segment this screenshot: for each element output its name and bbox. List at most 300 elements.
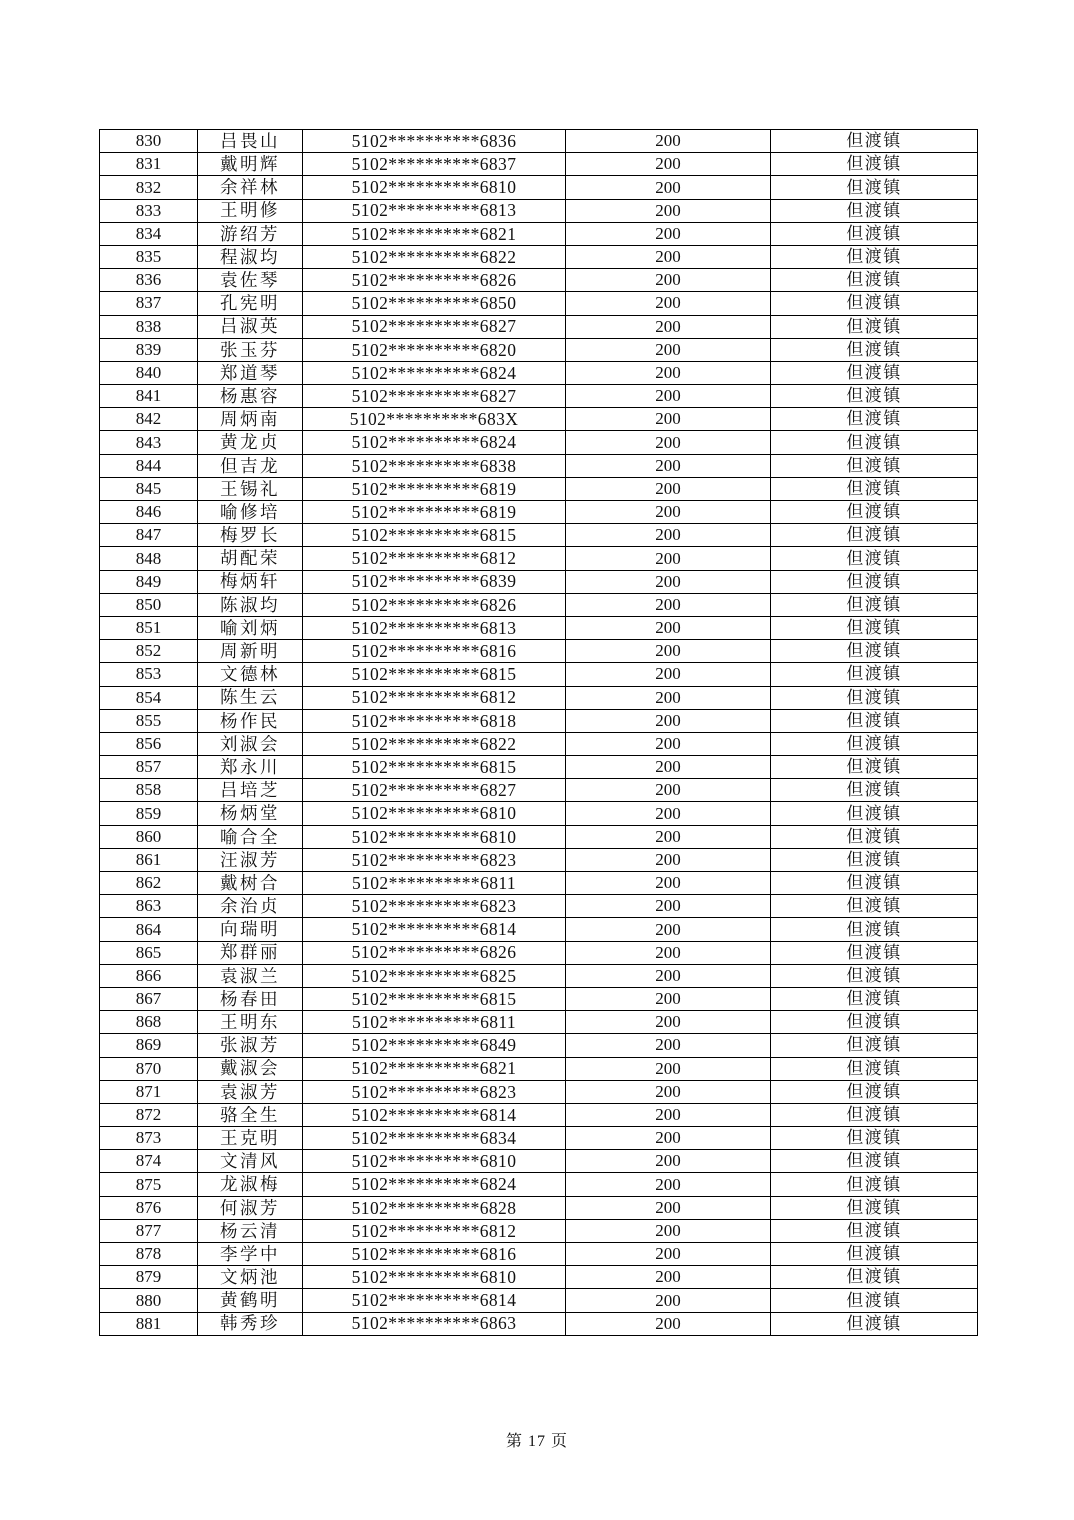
cell-id: 5102**********6812: [303, 547, 566, 570]
cell-town: 但渡镇: [771, 616, 978, 639]
cell-id: 5102**********6838: [303, 454, 566, 477]
table-row: [100, 1219, 978, 1242]
cell-serial: 859: [100, 802, 198, 825]
cell-serial: 844: [100, 454, 198, 477]
table-row: [100, 918, 978, 941]
cell-id: 5102**********6826: [303, 593, 566, 616]
table-row: [100, 1289, 978, 1312]
table-row: [100, 431, 978, 454]
cell-town: 但渡镇: [771, 1057, 978, 1080]
cell-serial: 831: [100, 153, 198, 176]
cell-name: 袁佐琴: [198, 269, 303, 292]
cell-name: 但吉龙: [198, 454, 303, 477]
cell-amount: 200: [566, 732, 771, 755]
cell-name: 杨春田: [198, 987, 303, 1010]
cell-amount: 200: [566, 848, 771, 871]
cell-id: 5102**********6823: [303, 848, 566, 871]
cell-serial: 838: [100, 315, 198, 338]
cell-amount: 200: [566, 1266, 771, 1289]
cell-serial: 849: [100, 570, 198, 593]
cell-serial: 863: [100, 895, 198, 918]
cell-amount: 200: [566, 964, 771, 987]
cell-amount: 200: [566, 1011, 771, 1034]
table-row: [100, 1196, 978, 1219]
cell-serial: 873: [100, 1127, 198, 1150]
cell-amount: 200: [566, 987, 771, 1010]
table-row: [100, 292, 978, 315]
cell-serial: 860: [100, 825, 198, 848]
table-row: [100, 130, 978, 153]
cell-amount: 200: [566, 130, 771, 153]
cell-id: 5102**********6811: [303, 872, 566, 895]
cell-amount: 200: [566, 1057, 771, 1080]
cell-town: 但渡镇: [771, 1243, 978, 1266]
cell-town: 但渡镇: [771, 1034, 978, 1057]
cell-amount: 200: [566, 431, 771, 454]
cell-town: 但渡镇: [771, 918, 978, 941]
table-row: [100, 987, 978, 1010]
table-row: [100, 501, 978, 524]
table-row: [100, 454, 978, 477]
cell-id: 5102**********683X: [303, 408, 566, 431]
cell-name: 龙淑梅: [198, 1173, 303, 1196]
cell-name: 杨作民: [198, 709, 303, 732]
cell-serial: 878: [100, 1243, 198, 1266]
cell-serial: 880: [100, 1289, 198, 1312]
cell-id: 5102**********6824: [303, 1173, 566, 1196]
table-row: [100, 640, 978, 663]
cell-amount: 200: [566, 222, 771, 245]
cell-name: 文炳池: [198, 1266, 303, 1289]
cell-serial: 839: [100, 338, 198, 361]
cell-id: 5102**********6814: [303, 1103, 566, 1126]
cell-town: 但渡镇: [771, 176, 978, 199]
cell-town: 但渡镇: [771, 385, 978, 408]
cell-name: 孔宪明: [198, 292, 303, 315]
cell-amount: 200: [566, 640, 771, 663]
cell-id: 5102**********6849: [303, 1034, 566, 1057]
cell-town: 但渡镇: [771, 663, 978, 686]
cell-serial: 845: [100, 477, 198, 500]
cell-serial: 841: [100, 385, 198, 408]
table-row: [100, 269, 978, 292]
cell-town: 但渡镇: [771, 1266, 978, 1289]
cell-serial: 870: [100, 1057, 198, 1080]
cell-amount: 200: [566, 1196, 771, 1219]
cell-name: 梅罗长: [198, 524, 303, 547]
cell-town: 但渡镇: [771, 1011, 978, 1034]
cell-serial: 855: [100, 709, 198, 732]
table-row: [100, 385, 978, 408]
cell-id: 5102**********6810: [303, 825, 566, 848]
cell-amount: 200: [566, 547, 771, 570]
table-row: [100, 1034, 978, 1057]
cell-id: 5102**********6815: [303, 987, 566, 1010]
cell-serial: 872: [100, 1103, 198, 1126]
table-row: [100, 245, 978, 268]
cell-town: 但渡镇: [771, 431, 978, 454]
cell-id: 5102**********6818: [303, 709, 566, 732]
cell-town: 但渡镇: [771, 1196, 978, 1219]
table-row: [100, 1266, 978, 1289]
cell-name: 胡配荣: [198, 547, 303, 570]
cell-name: 戴淑会: [198, 1057, 303, 1080]
cell-name: 黄鹤明: [198, 1289, 303, 1312]
cell-amount: 200: [566, 315, 771, 338]
cell-town: 但渡镇: [771, 199, 978, 222]
cell-town: 但渡镇: [771, 408, 978, 431]
cell-amount: 200: [566, 895, 771, 918]
cell-name: 黄龙贞: [198, 431, 303, 454]
cell-amount: 200: [566, 292, 771, 315]
cell-id: 5102**********6827: [303, 315, 566, 338]
cell-town: 但渡镇: [771, 130, 978, 153]
cell-id: 5102**********6813: [303, 199, 566, 222]
table-row: [100, 732, 978, 755]
cell-id: 5102**********6814: [303, 918, 566, 941]
cell-serial: 879: [100, 1266, 198, 1289]
cell-amount: 200: [566, 269, 771, 292]
cell-id: 5102**********6816: [303, 1243, 566, 1266]
cell-town: 但渡镇: [771, 732, 978, 755]
cell-id: 5102**********6827: [303, 779, 566, 802]
cell-id: 5102**********6813: [303, 616, 566, 639]
cell-serial: 852: [100, 640, 198, 663]
cell-town: 但渡镇: [771, 477, 978, 500]
cell-name: 杨云清: [198, 1219, 303, 1242]
cell-amount: 200: [566, 1080, 771, 1103]
cell-name: 袁淑兰: [198, 964, 303, 987]
table-row: [100, 709, 978, 732]
cell-town: 但渡镇: [771, 825, 978, 848]
cell-id: 5102**********6810: [303, 802, 566, 825]
table-row: [100, 1312, 978, 1335]
cell-name: 郑道琴: [198, 361, 303, 384]
cell-name: 王明修: [198, 199, 303, 222]
records-table: [99, 129, 978, 1336]
cell-name: 戴树合: [198, 872, 303, 895]
cell-amount: 200: [566, 245, 771, 268]
cell-serial: 864: [100, 918, 198, 941]
cell-name: 梅炳轩: [198, 570, 303, 593]
cell-amount: 200: [566, 663, 771, 686]
cell-town: 但渡镇: [771, 1150, 978, 1173]
cell-id: 5102**********6821: [303, 1057, 566, 1080]
cell-name: 张淑芳: [198, 1034, 303, 1057]
cell-amount: 200: [566, 385, 771, 408]
cell-town: 但渡镇: [771, 941, 978, 964]
cell-id: 5102**********6814: [303, 1289, 566, 1312]
cell-town: 但渡镇: [771, 802, 978, 825]
cell-name: 文德林: [198, 663, 303, 686]
cell-id: 5102**********6823: [303, 895, 566, 918]
cell-serial: 877: [100, 1219, 198, 1242]
cell-amount: 200: [566, 361, 771, 384]
cell-name: 李学中: [198, 1243, 303, 1266]
table-row: [100, 825, 978, 848]
cell-amount: 200: [566, 1243, 771, 1266]
table-row: [100, 756, 978, 779]
cell-serial: 847: [100, 524, 198, 547]
table-row: [100, 1173, 978, 1196]
cell-name: 余祥林: [198, 176, 303, 199]
cell-name: 吕淑英: [198, 315, 303, 338]
cell-id: 5102**********6837: [303, 153, 566, 176]
cell-serial: 840: [100, 361, 198, 384]
cell-serial: 854: [100, 686, 198, 709]
cell-town: 但渡镇: [771, 756, 978, 779]
cell-name: 杨惠容: [198, 385, 303, 408]
cell-serial: 881: [100, 1312, 198, 1335]
cell-name: 吕畏山: [198, 130, 303, 153]
cell-id: 5102**********6826: [303, 269, 566, 292]
table-row: [100, 199, 978, 222]
cell-town: 但渡镇: [771, 640, 978, 663]
table-row: [100, 408, 978, 431]
cell-name: 周新明: [198, 640, 303, 663]
cell-town: 但渡镇: [771, 1127, 978, 1150]
cell-town: 但渡镇: [771, 987, 978, 1010]
cell-serial: 875: [100, 1173, 198, 1196]
cell-town: 但渡镇: [771, 593, 978, 616]
cell-id: 5102**********6820: [303, 338, 566, 361]
cell-town: 但渡镇: [771, 1103, 978, 1126]
cell-town: 但渡镇: [771, 153, 978, 176]
cell-serial: 834: [100, 222, 198, 245]
cell-id: 5102**********6816: [303, 640, 566, 663]
cell-id: 5102**********6819: [303, 501, 566, 524]
cell-amount: 200: [566, 477, 771, 500]
cell-id: 5102**********6828: [303, 1196, 566, 1219]
table-row: [100, 872, 978, 895]
table-row: [100, 315, 978, 338]
cell-name: 韩秀珍: [198, 1312, 303, 1335]
cell-id: 5102**********6826: [303, 941, 566, 964]
cell-name: 汪淑芳: [198, 848, 303, 871]
table-row: [100, 1150, 978, 1173]
cell-serial: 853: [100, 663, 198, 686]
cell-serial: 866: [100, 964, 198, 987]
cell-amount: 200: [566, 709, 771, 732]
cell-town: 但渡镇: [771, 848, 978, 871]
cell-name: 袁淑芳: [198, 1080, 303, 1103]
cell-serial: 858: [100, 779, 198, 802]
cell-town: 但渡镇: [771, 315, 978, 338]
cell-id: 5102**********6812: [303, 686, 566, 709]
cell-town: 但渡镇: [771, 245, 978, 268]
cell-name: 吕培芝: [198, 779, 303, 802]
cell-id: 5102**********6823: [303, 1080, 566, 1103]
cell-serial: 833: [100, 199, 198, 222]
cell-serial: 843: [100, 431, 198, 454]
cell-town: 但渡镇: [771, 1080, 978, 1103]
cell-town: 但渡镇: [771, 338, 978, 361]
table-row: [100, 176, 978, 199]
cell-serial: 861: [100, 848, 198, 871]
cell-amount: 200: [566, 779, 771, 802]
cell-town: 但渡镇: [771, 269, 978, 292]
cell-id: 5102**********6821: [303, 222, 566, 245]
cell-id: 5102**********6822: [303, 732, 566, 755]
cell-name: 陈淑均: [198, 593, 303, 616]
cell-town: 但渡镇: [771, 361, 978, 384]
cell-name: 郑永川: [198, 756, 303, 779]
table-row: [100, 779, 978, 802]
table-row: [100, 1243, 978, 1266]
cell-id: 5102**********6815: [303, 756, 566, 779]
cell-serial: 871: [100, 1080, 198, 1103]
cell-amount: 200: [566, 756, 771, 779]
cell-amount: 200: [566, 872, 771, 895]
cell-serial: 848: [100, 547, 198, 570]
table-row: [100, 524, 978, 547]
cell-name: 戴明辉: [198, 153, 303, 176]
cell-id: 5102**********6811: [303, 1011, 566, 1034]
cell-name: 程淑均: [198, 245, 303, 268]
cell-serial: 830: [100, 130, 198, 153]
cell-amount: 200: [566, 1219, 771, 1242]
table-row: [100, 663, 978, 686]
cell-amount: 200: [566, 918, 771, 941]
cell-amount: 200: [566, 153, 771, 176]
cell-name: 王锡礼: [198, 477, 303, 500]
cell-town: 但渡镇: [771, 1173, 978, 1196]
table-row: [100, 1103, 978, 1126]
cell-name: 喻刘炳: [198, 616, 303, 639]
cell-id: 5102**********6863: [303, 1312, 566, 1335]
table-row: [100, 686, 978, 709]
table-row: [100, 616, 978, 639]
table-row: [100, 361, 978, 384]
table-row: [100, 941, 978, 964]
cell-id: 5102**********6839: [303, 570, 566, 593]
cell-name: 杨炳堂: [198, 802, 303, 825]
cell-name: 周炳南: [198, 408, 303, 431]
cell-name: 骆全生: [198, 1103, 303, 1126]
cell-town: 但渡镇: [771, 1289, 978, 1312]
records-table-body: [100, 130, 978, 1336]
cell-id: 5102**********6822: [303, 245, 566, 268]
cell-amount: 200: [566, 1034, 771, 1057]
cell-id: 5102**********6824: [303, 361, 566, 384]
cell-id: 5102**********6815: [303, 663, 566, 686]
table-row: [100, 802, 978, 825]
cell-name: 喻修培: [198, 501, 303, 524]
cell-serial: 865: [100, 941, 198, 964]
cell-town: 但渡镇: [771, 1312, 978, 1335]
cell-id: 5102**********6810: [303, 1266, 566, 1289]
cell-name: 文清风: [198, 1150, 303, 1173]
table-row: [100, 848, 978, 871]
table-row: [100, 338, 978, 361]
cell-name: 王明东: [198, 1011, 303, 1034]
table-row: [100, 1127, 978, 1150]
cell-id: 5102**********6834: [303, 1127, 566, 1150]
cell-id: 5102**********6836: [303, 130, 566, 153]
cell-serial: 869: [100, 1034, 198, 1057]
cell-serial: 850: [100, 593, 198, 616]
cell-name: 陈生云: [198, 686, 303, 709]
cell-serial: 868: [100, 1011, 198, 1034]
cell-serial: 842: [100, 408, 198, 431]
cell-town: 但渡镇: [771, 1219, 978, 1242]
cell-amount: 200: [566, 802, 771, 825]
cell-amount: 200: [566, 1150, 771, 1173]
table-row: [100, 964, 978, 987]
cell-serial: 851: [100, 616, 198, 639]
cell-amount: 200: [566, 338, 771, 361]
cell-amount: 200: [566, 616, 771, 639]
cell-id: 5102**********6825: [303, 964, 566, 987]
cell-amount: 200: [566, 176, 771, 199]
cell-amount: 200: [566, 825, 771, 848]
cell-serial: 874: [100, 1150, 198, 1173]
table-row: [100, 1011, 978, 1034]
cell-id: 5102**********6815: [303, 524, 566, 547]
table-row: [100, 895, 978, 918]
cell-serial: 867: [100, 987, 198, 1010]
cell-name: 郑群丽: [198, 941, 303, 964]
cell-id: 5102**********6824: [303, 431, 566, 454]
cell-id: 5102**********6810: [303, 176, 566, 199]
cell-amount: 200: [566, 1127, 771, 1150]
cell-id: 5102**********6850: [303, 292, 566, 315]
cell-town: 但渡镇: [771, 779, 978, 802]
cell-amount: 200: [566, 593, 771, 616]
cell-town: 但渡镇: [771, 501, 978, 524]
cell-town: 但渡镇: [771, 709, 978, 732]
table-row: [100, 222, 978, 245]
cell-serial: 862: [100, 872, 198, 895]
cell-town: 但渡镇: [771, 292, 978, 315]
cell-amount: 200: [566, 570, 771, 593]
cell-town: 但渡镇: [771, 547, 978, 570]
cell-id: 5102**********6810: [303, 1150, 566, 1173]
cell-serial: 876: [100, 1196, 198, 1219]
cell-serial: 857: [100, 756, 198, 779]
cell-amount: 200: [566, 1103, 771, 1126]
cell-serial: 846: [100, 501, 198, 524]
cell-name: 向瑞明: [198, 918, 303, 941]
cell-town: 但渡镇: [771, 222, 978, 245]
cell-serial: 856: [100, 732, 198, 755]
cell-name: 王克明: [198, 1127, 303, 1150]
page-number: 第 17 页: [505, 1433, 568, 1450]
cell-amount: 200: [566, 1173, 771, 1196]
table-row: [100, 570, 978, 593]
cell-id: 5102**********6812: [303, 1219, 566, 1242]
cell-name: 张玉芬: [198, 338, 303, 361]
cell-amount: 200: [566, 524, 771, 547]
cell-town: 但渡镇: [771, 895, 978, 918]
cell-serial: 836: [100, 269, 198, 292]
cell-name: 喻合全: [198, 825, 303, 848]
cell-town: 但渡镇: [771, 964, 978, 987]
cell-town: 但渡镇: [771, 570, 978, 593]
cell-name: 游绍芳: [198, 222, 303, 245]
cell-amount: 200: [566, 1289, 771, 1312]
table-row: [100, 477, 978, 500]
cell-amount: 200: [566, 501, 771, 524]
cell-serial: 832: [100, 176, 198, 199]
table-row: [100, 547, 978, 570]
cell-id: 5102**********6819: [303, 477, 566, 500]
table-row: [100, 1057, 978, 1080]
cell-name: 刘淑会: [198, 732, 303, 755]
cell-amount: 200: [566, 686, 771, 709]
cell-amount: 200: [566, 454, 771, 477]
cell-amount: 200: [566, 199, 771, 222]
